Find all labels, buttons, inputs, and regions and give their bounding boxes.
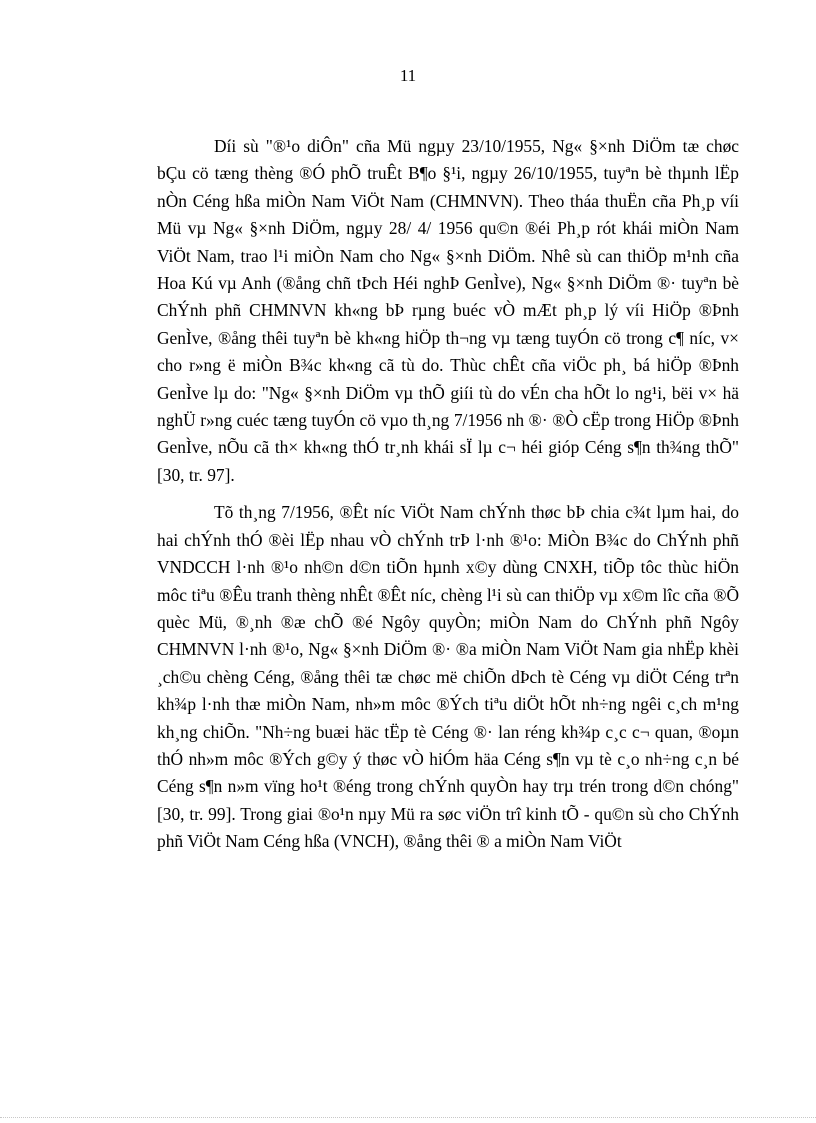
document-body xyxy=(157,133,739,856)
page-number: 11 xyxy=(399,66,417,85)
paragraph-2: Tõ th¸ng 7/1956, ®Êt níc ViÖt Nam chÝnh thøc bÞ chia c¾t lµm hai, do hai chÝnh thÓ ®èi lËp nhau vÒ chÝnh trÞ l·nh ®¹o: MiÒn B¾c do ChÝnh phñ VNDCCH l·nh ®¹o nh©n d©n tiÕn hµnh x©y dùng CNXH, tiÕp tôc thùc hiÖn môc tiªu ®Êu tranh thèng nhÊt ®Êt níc, chèng l¹i sù can thiÖp vµ x©m lîc cña ®Õ quèc Mü, ®¸nh ®æ chÕ ®é Ngôy quyÒn; miÒn Nam do ChÝnh phñ Ngôy CHMNVN l·nh ®¹o, Ng« §×nh DiÖm ®· ®a miÒn Nam ViÖt Nam gia nhËp khèi ¸ch©u chèng Céng, ®ång thêi tæ chøc më chiÕn dÞch tè Céng vµ diÖt Céng trªn kh¾p l·nh thæ miÒn Nam, nh»m môc ®Ých tiªu diÖt hÕt nh÷ng ngêi c¸ch m¹ng kh¸ng chiÕn. "Nh÷ng buæi häc tËp tè Céng ®· lan réng kh¾p c¸c c¬ quan, ®oµn thÓ nh»m môc ®Ých g©y ý thøc vÒ hiÓm häa Céng s¶n vµ tè c¸o nh÷ng c¸n bé Céng s¶n n»m vïng ho¹t ®éng trong chÝnh quyÒn hay trµ trén trong d©n chóng" [30, tr. 99]. Trong giai ®o¹n nµy Mü ra søc viÖn trî kinh tÕ - qu©n sù cho ChÝnh phñ ViÖt Nam Céng hßa (VNCH), ®ång thêi ® a miÒn Nam ViÖt xyxy=(157,502,739,852)
page-bottom-rule xyxy=(0,1117,816,1118)
paragraph-1: Díi sù "®¹o diÔn" cña Mü ngµy 23/10/1955, Ng« §×nh DiÖm tæ chøc bÇu cö tæng thèng ®Ó phÕ truÊt B¶o §¹i, ngµy 26/10/1955, tuyªn bè thµnh lËp nÒn Céng hßa miÒn Nam ViÖt Nam (CHMNVN). Theo tháa thuËn cña Ph¸p víi Mü vµ Ng« §×nh DiÖm, ngµy 28/ 4/ 1956 qu©n ®éi Ph¸p rót khái miÒn Nam ViÖt Nam, trao l¹i miÒn Nam cho Ng« §×nh DiÖm. Nhê sù can thiÖp m¹nh cña Hoa Kú vµ Anh (®ång chñ tÞch Héi nghÞ GenÌve), Ng« §×nh DiÖm ®· tuyªn bè ChÝnh phñ CHMNVN kh«ng bÞ rµng buéc vÒ mÆt ph¸p lý víi HiÖp ®Þnh GenÌve, ®ång thêi tuyªn bè kh«ng hiÖp th¬ng vµ tæng tuyÓn cö trong c¶ níc, v× cho r»ng ë miÒn B¾c kh«ng cã tù do. Thùc chÊt cña viÖc ph¸ bá hiÖp ®Þnh GenÌve lµ do: "Ng« §×nh DiÖm vµ thÕ giíi tù do vÉn cha hÕt lo ng¹i, bëi v× hä nghÜ r»ng cuéc tæng tuyÓn cö vµo th¸ng 7/1956 nh ®· ®Ò cËp trong HiÖp ®Þnh GenÌve, nÕu cã th× kh«ng thÓ tr¸nh khái sÏ lµ c¬ héi gióp Céng s¶n th¾ng thÕ" [30, tr. 97]. xyxy=(157,136,739,485)
